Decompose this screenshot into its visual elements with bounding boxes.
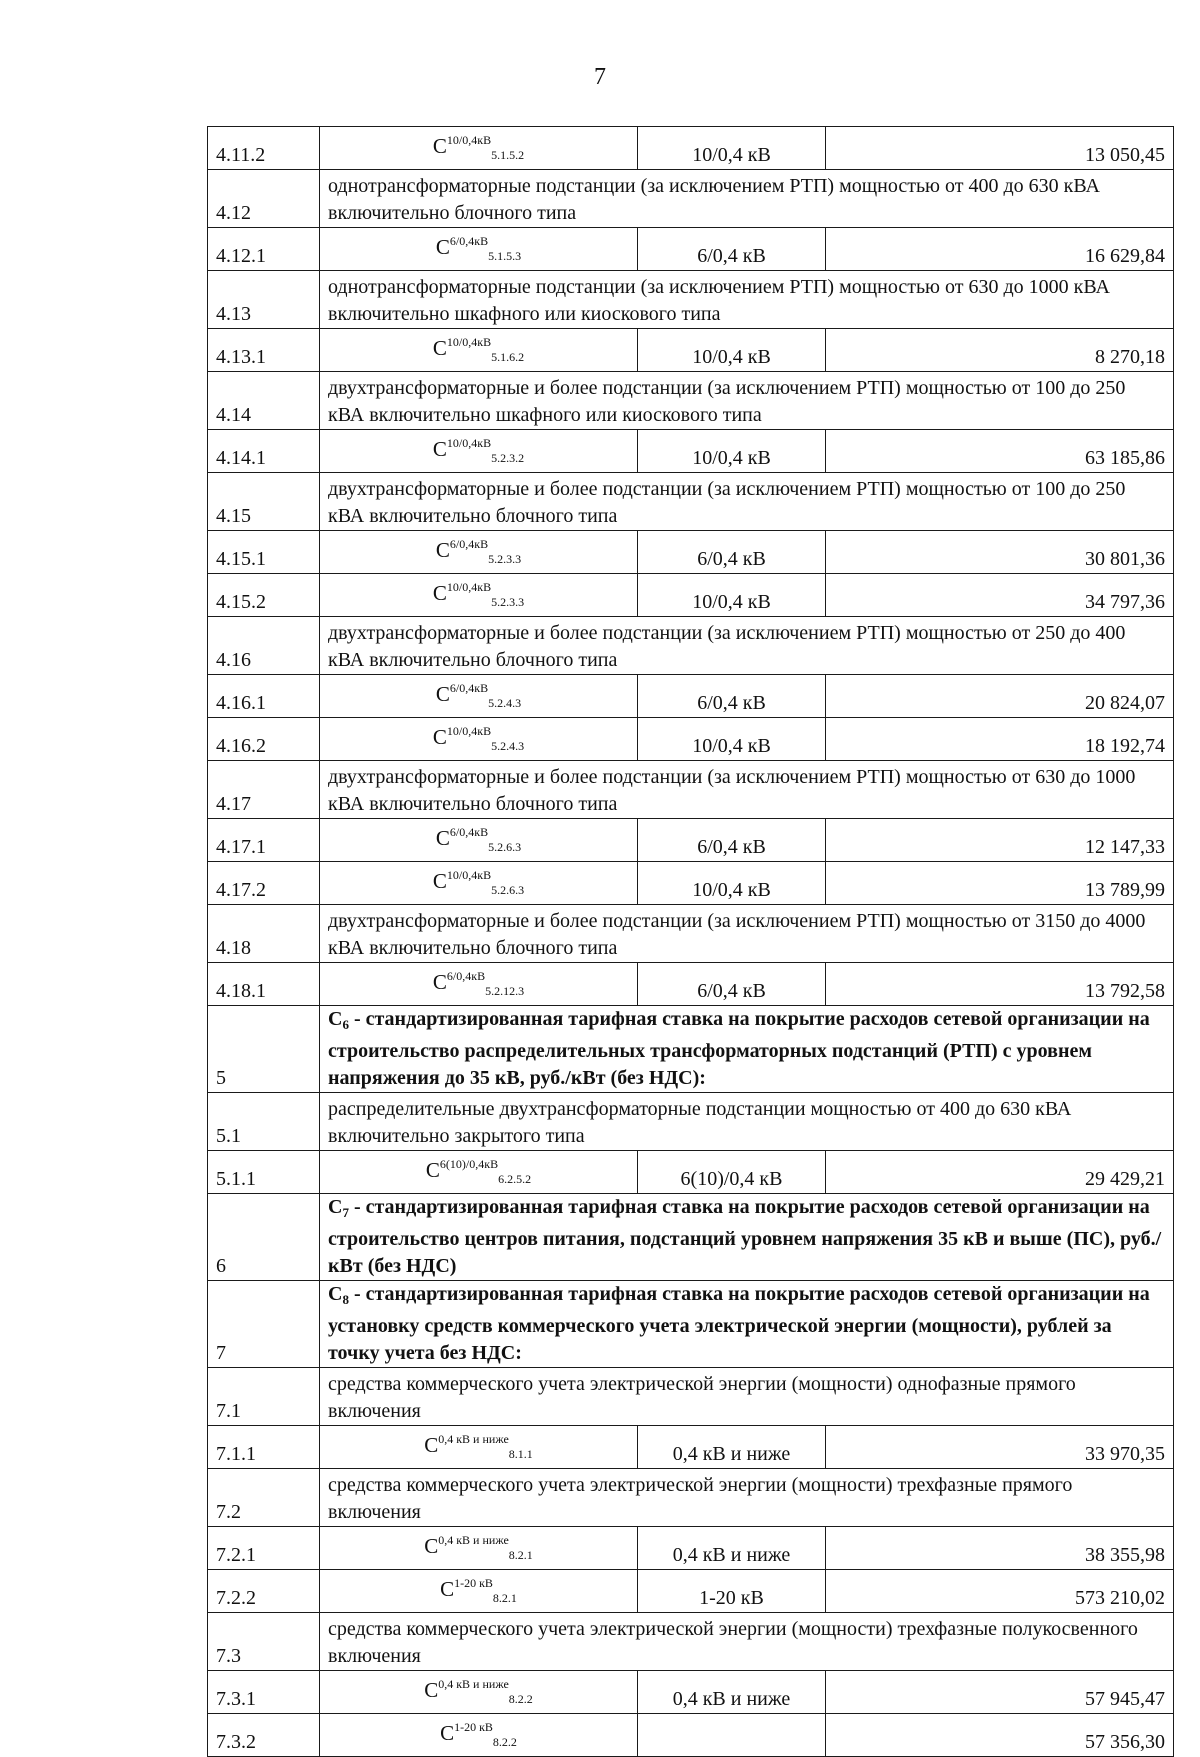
rate-voltage-superscript: 1-20 кВ xyxy=(454,1720,493,1734)
section-description: средства коммерческого учета электрической энергии (мощности) трехфазные полукосвенного включения xyxy=(320,1613,1174,1671)
table-row xyxy=(208,1281,1174,1368)
rate-value: 29 429,21 xyxy=(826,1151,1174,1194)
table-row xyxy=(208,819,1174,862)
table-row xyxy=(208,1006,1174,1093)
table-row xyxy=(208,228,1174,271)
rate-symbol: С xyxy=(440,1577,455,1601)
rate-code xyxy=(320,862,638,905)
rate-value: 16 629,84 xyxy=(826,228,1174,271)
rate-value: 57 356,30 xyxy=(826,1714,1174,1757)
voltage-level: 10/0,4 кВ xyxy=(638,574,826,617)
rate-code xyxy=(320,127,638,170)
voltage-level: 10/0,4 кВ xyxy=(638,718,826,761)
voltage-level: 6/0,4 кВ xyxy=(638,819,826,862)
table-row xyxy=(208,1469,1174,1527)
rate-symbol: С xyxy=(432,725,447,749)
voltage-level: 0,4 кВ и ниже xyxy=(638,1527,826,1570)
rate-index-subscript: 6.2.5.2 xyxy=(498,1172,532,1186)
section-description: двухтрансформаторные и более подстанции (за исключением РТП) мощностью от 630 до 1000 кВА включительно блочного типа xyxy=(320,761,1174,819)
row-number: 4.11.2 xyxy=(208,127,320,170)
rate-index-subscript: 5.2.6.3 xyxy=(491,883,525,897)
table-row xyxy=(208,1368,1174,1426)
table-row xyxy=(208,1093,1174,1151)
rate-code xyxy=(320,675,638,718)
rate-value: 12 147,33 xyxy=(826,819,1174,862)
row-number: 4.16.1 xyxy=(208,675,320,718)
table-row xyxy=(208,170,1174,228)
voltage-level xyxy=(638,1714,826,1757)
table-row xyxy=(208,271,1174,329)
table-row xyxy=(208,675,1174,718)
section-description: средства коммерческого учета электрической энергии (мощности) однофазные прямого включения xyxy=(320,1368,1174,1426)
table-row xyxy=(208,963,1174,1006)
rate-symbol: С xyxy=(432,336,447,360)
table-row xyxy=(208,905,1174,963)
table-row xyxy=(208,1426,1174,1469)
rate-value: 13 792,58 xyxy=(826,963,1174,1006)
rate-index-subscript: 5.2.4.3 xyxy=(491,739,525,753)
rate-voltage-superscript: 10/0,4кВ xyxy=(446,580,492,594)
rate-header-text: - стандартизированная тарифная ставка на покрытие расходов сетевой организации на установку средств коммерческого учета электрической энергии (мощности), рублей за точку учета без НДС: xyxy=(328,1283,1150,1364)
tariff-table xyxy=(207,126,1174,1757)
rate-symbol: С xyxy=(424,1433,439,1457)
row-number: 7.3 xyxy=(208,1613,320,1671)
rate-symbol: С xyxy=(424,1534,439,1558)
rate-symbol: С xyxy=(328,1283,343,1305)
row-number: 7.1.1 xyxy=(208,1426,320,1469)
rate-voltage-superscript: 10/0,4кВ xyxy=(446,724,492,738)
row-number: 4.15.1 xyxy=(208,531,320,574)
rate-value: 38 355,98 xyxy=(826,1527,1174,1570)
section-description: распределительные двухтрансформаторные подстанции мощностью от 400 до 630 кВА включительно закрытого типа xyxy=(320,1093,1174,1151)
rate-index-subscript: 8.1.1 xyxy=(508,1447,533,1461)
rate-index-subscript: 5.1.6.2 xyxy=(491,350,525,364)
rate-code xyxy=(320,819,638,862)
rate-voltage-superscript: 10/0,4кВ xyxy=(446,436,492,450)
rate-code xyxy=(320,574,638,617)
row-number: 4.14.1 xyxy=(208,430,320,473)
rate-symbol: С xyxy=(328,1008,343,1030)
rate-value: 573 210,02 xyxy=(826,1570,1174,1613)
row-number: 4.16 xyxy=(208,617,320,675)
voltage-level: 6/0,4 кВ xyxy=(638,675,826,718)
rate-symbol-subscript: 8 xyxy=(342,1292,349,1307)
row-number: 6 xyxy=(208,1194,320,1281)
page-number: 7 xyxy=(594,64,606,90)
rate-symbol-subscript: 7 xyxy=(342,1205,349,1220)
row-number: 4.12 xyxy=(208,170,320,228)
section-description: двухтрансформаторные и более подстанции (за исключением РТП) мощностью от 100 до 250 кВА включительно блочного типа xyxy=(320,473,1174,531)
rate-voltage-superscript: 0,4 кВ и ниже xyxy=(438,1677,509,1691)
rate-code xyxy=(320,329,638,372)
rate-value: 13 050,45 xyxy=(826,127,1174,170)
voltage-level: 10/0,4 кВ xyxy=(638,430,826,473)
row-number: 4.17 xyxy=(208,761,320,819)
row-number: 4.15 xyxy=(208,473,320,531)
voltage-level: 6/0,4 кВ xyxy=(638,531,826,574)
rate-index-subscript: 5.2.12.3 xyxy=(485,984,525,998)
table-row xyxy=(208,1671,1174,1714)
rate-voltage-superscript: 10/0,4кВ xyxy=(446,335,492,349)
row-number: 5.1.1 xyxy=(208,1151,320,1194)
rate-code xyxy=(320,963,638,1006)
table-row xyxy=(208,718,1174,761)
rate-index-subscript: 5.2.3.3 xyxy=(488,552,522,566)
rate-voltage-superscript: 0,4 кВ и ниже xyxy=(438,1432,509,1446)
rate-header xyxy=(320,1194,1174,1281)
row-number: 4.14 xyxy=(208,372,320,430)
section-description: двухтрансформаторные и более подстанции (за исключением РТП) мощностью от 3150 до 4000 кВА включительно блочного типа xyxy=(320,905,1174,963)
rate-value: 8 270,18 xyxy=(826,329,1174,372)
row-number: 7.2.2 xyxy=(208,1570,320,1613)
table-row xyxy=(208,617,1174,675)
table-row xyxy=(208,1570,1174,1613)
rate-symbol: С xyxy=(432,970,447,994)
table-row xyxy=(208,372,1174,430)
rate-code xyxy=(320,1714,638,1757)
rate-value: 20 824,07 xyxy=(826,675,1174,718)
table-row xyxy=(208,329,1174,372)
row-number: 4.18.1 xyxy=(208,963,320,1006)
row-number: 5 xyxy=(208,1006,320,1093)
rate-index-subscript: 8.2.2 xyxy=(492,1735,517,1749)
rate-index-subscript: 5.2.4.3 xyxy=(488,696,522,710)
voltage-level: 6/0,4 кВ xyxy=(638,963,826,1006)
voltage-level: 0,4 кВ и ниже xyxy=(638,1671,826,1714)
row-number: 4.13 xyxy=(208,271,320,329)
row-number: 7.2 xyxy=(208,1469,320,1527)
rate-voltage-superscript: 6/0,4кВ xyxy=(449,537,489,551)
row-number: 7.3.1 xyxy=(208,1671,320,1714)
rate-voltage-superscript: 6/0,4кВ xyxy=(449,825,489,839)
rate-header-text: - стандартизированная тарифная ставка на покрытие расходов сетевой организации на строительство распределительных трансформаторных подстанций (РТП) с уровнем напряжения до 35 кВ, руб./кВт (без НДС): xyxy=(328,1008,1150,1089)
table-row xyxy=(208,761,1174,819)
row-number: 5.1 xyxy=(208,1093,320,1151)
rate-index-subscript: 5.1.5.3 xyxy=(488,249,522,263)
rate-index-subscript: 5.2.3.3 xyxy=(491,595,525,609)
rate-header-text: - стандартизированная тарифная ставка на покрытие расходов сетевой организации на строительство центров питания, подстанций уровнем напряжения 35 кВ и выше (ПС), руб./кВт (без НДС) xyxy=(328,1196,1162,1277)
rate-symbol: С xyxy=(435,682,450,706)
table-row xyxy=(208,127,1174,170)
rate-value: 18 192,74 xyxy=(826,718,1174,761)
row-number: 4.12.1 xyxy=(208,228,320,271)
row-number: 7.1 xyxy=(208,1368,320,1426)
table-row xyxy=(208,473,1174,531)
row-number: 4.15.2 xyxy=(208,574,320,617)
rate-value: 57 945,47 xyxy=(826,1671,1174,1714)
rate-index-subscript: 5.1.5.2 xyxy=(491,148,525,162)
section-description: средства коммерческого учета электрической энергии (мощности) трехфазные прямого включения xyxy=(320,1469,1174,1527)
voltage-level: 10/0,4 кВ xyxy=(638,862,826,905)
rate-value: 63 185,86 xyxy=(826,430,1174,473)
table-row xyxy=(208,1613,1174,1671)
section-description: двухтрансформаторные и более подстанции (за исключением РТП) мощностью от 250 до 400 кВА включительно блочного типа xyxy=(320,617,1174,675)
voltage-level: 1-20 кВ xyxy=(638,1570,826,1613)
rate-symbol: С xyxy=(432,437,447,461)
row-number: 4.17.2 xyxy=(208,862,320,905)
table-row xyxy=(208,531,1174,574)
voltage-level: 6(10)/0,4 кВ xyxy=(638,1151,826,1194)
rate-voltage-superscript: 10/0,4кВ xyxy=(446,868,492,882)
rate-value: 13 789,99 xyxy=(826,862,1174,905)
rate-header xyxy=(320,1281,1174,1368)
rate-code xyxy=(320,430,638,473)
row-number: 7.3.2 xyxy=(208,1714,320,1757)
table-row xyxy=(208,862,1174,905)
table-row xyxy=(208,1151,1174,1194)
row-number: 7.2.1 xyxy=(208,1527,320,1570)
rate-voltage-superscript: 0,4 кВ и ниже xyxy=(438,1533,509,1547)
voltage-level: 10/0,4 кВ xyxy=(638,127,826,170)
section-description: однотрансформаторные подстанции (за исключением РТП) мощностью от 630 до 1000 кВА включительно шкафного или киоскового типа xyxy=(320,271,1174,329)
rate-symbol: С xyxy=(435,235,450,259)
rate-code xyxy=(320,1671,638,1714)
rate-symbol: С xyxy=(435,538,450,562)
table-row xyxy=(208,1194,1174,1281)
section-description: однотрансформаторные подстанции (за исключением РТП) мощностью от 400 до 630 кВА включительно блочного типа xyxy=(320,170,1174,228)
rate-code xyxy=(320,1570,638,1613)
rate-value: 33 970,35 xyxy=(826,1426,1174,1469)
section-description: двухтрансформаторные и более подстанции (за исключением РТП) мощностью от 100 до 250 кВА включительно шкафного или киоскового типа xyxy=(320,372,1174,430)
table-row xyxy=(208,1527,1174,1570)
table-row xyxy=(208,574,1174,617)
rate-voltage-superscript: 1-20 кВ xyxy=(454,1576,493,1590)
row-number: 4.18 xyxy=(208,905,320,963)
rate-symbol: С xyxy=(435,826,450,850)
rate-value: 34 797,36 xyxy=(826,574,1174,617)
rate-code xyxy=(320,531,638,574)
table-row xyxy=(208,1714,1174,1757)
rate-symbol: С xyxy=(425,1158,440,1182)
rate-index-subscript: 8.2.2 xyxy=(508,1692,533,1706)
rate-voltage-superscript: 6(10)/0,4кВ xyxy=(439,1157,499,1171)
row-number: 4.17.1 xyxy=(208,819,320,862)
rate-symbol-subscript: 6 xyxy=(342,1017,349,1032)
rate-code xyxy=(320,1151,638,1194)
rate-voltage-superscript: 10/0,4кВ xyxy=(446,133,492,147)
voltage-level: 6/0,4 кВ xyxy=(638,228,826,271)
row-number: 7 xyxy=(208,1281,320,1368)
rate-code xyxy=(320,718,638,761)
rate-voltage-superscript: 6/0,4кВ xyxy=(449,681,489,695)
rate-code xyxy=(320,228,638,271)
rate-symbol: С xyxy=(432,581,447,605)
voltage-level: 0,4 кВ и ниже xyxy=(638,1426,826,1469)
rate-voltage-superscript: 6/0,4кВ xyxy=(449,234,489,248)
rate-value: 30 801,36 xyxy=(826,531,1174,574)
rate-code xyxy=(320,1426,638,1469)
rate-symbol: С xyxy=(424,1678,439,1702)
rate-symbol: С xyxy=(440,1721,455,1745)
rate-index-subscript: 5.2.6.3 xyxy=(488,840,522,854)
rate-symbol: С xyxy=(328,1196,343,1218)
rate-index-subscript: 5.2.3.2 xyxy=(491,451,525,465)
rate-symbol: С xyxy=(432,134,447,158)
rate-code xyxy=(320,1527,638,1570)
row-number: 4.16.2 xyxy=(208,718,320,761)
rate-header xyxy=(320,1006,1174,1093)
rate-index-subscript: 8.2.1 xyxy=(492,1591,517,1605)
row-number: 4.13.1 xyxy=(208,329,320,372)
table-row xyxy=(208,430,1174,473)
rate-index-subscript: 8.2.1 xyxy=(508,1548,533,1562)
rate-voltage-superscript: 6/0,4кВ xyxy=(446,969,486,983)
voltage-level: 10/0,4 кВ xyxy=(638,329,826,372)
rate-symbol: С xyxy=(432,869,447,893)
